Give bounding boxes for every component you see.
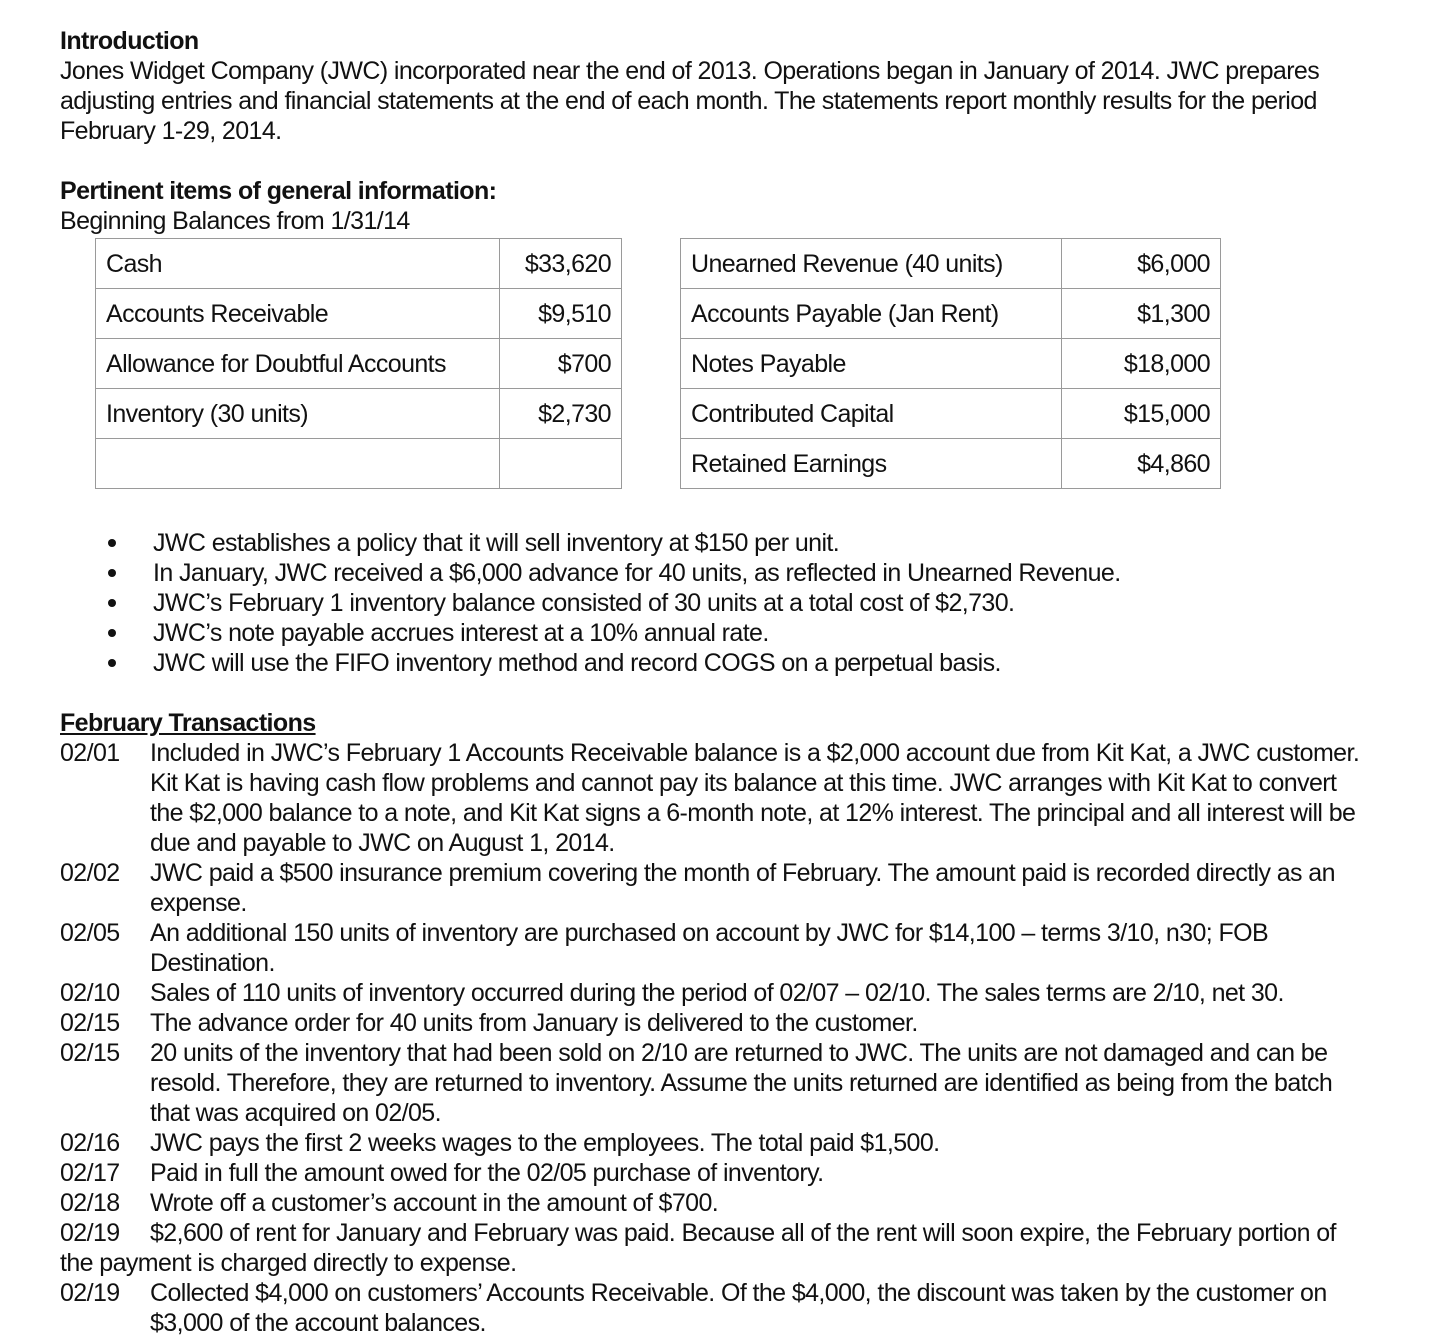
balance-value: $700 (500, 339, 622, 389)
balance-row (681, 289, 1221, 339)
balances-table-right (680, 238, 1221, 489)
balances-subheading: Beginning Balances from 1/31/14 (60, 207, 410, 235)
balance-value: $9,510 (500, 289, 622, 339)
bullet-item: JWC’s February 1 inventory balance consisted of 30 units at a total cost of $2,730. (105, 588, 1121, 618)
transaction-text: The advance order for 40 units from January is delivered to the customer. (150, 1009, 918, 1037)
transaction-row (60, 978, 1360, 1008)
transaction-date: 02/05 (60, 919, 120, 947)
balance-label: Accounts Receivable (96, 289, 500, 339)
transaction-date: 02/16 (60, 1129, 120, 1157)
balance-label: Notes Payable (681, 339, 1062, 389)
balance-label: Contributed Capital (681, 389, 1062, 439)
transaction-row (60, 1278, 1360, 1338)
balance-row (96, 339, 622, 389)
bullet-item: JWC’s note payable accrues interest at a 10% annual rate. (105, 618, 1121, 648)
balances-table-left (95, 238, 622, 489)
balance-row (96, 289, 622, 339)
transaction-row (60, 738, 1360, 858)
intro-heading: Introduction (60, 27, 199, 55)
transaction-text: Collected $4,000 on customers’ Accounts Receivable. Of the $4,000, the discount was taken by the customer on $3,000 of the account balances. (150, 1279, 1327, 1337)
transaction-row (60, 858, 1360, 918)
balance-value (500, 439, 622, 489)
transaction-date: 02/17 (60, 1159, 120, 1187)
bullet-item: In January, JWC received a $6,000 advance for 40 units, as reflected in Unearned Revenue. (105, 558, 1121, 588)
transaction-date: 02/18 (60, 1189, 120, 1217)
transaction-text: $2,600 of rent for January and February was paid. Because all of the rent will soon expire, the February portion of the payment is charged directly to expense. (60, 1219, 1336, 1277)
balance-value: $6,000 (1062, 239, 1221, 289)
transaction-row (60, 918, 1360, 978)
transaction-text: An additional 150 units of inventory are purchased on account by JWC for $14,100 – terms 3/10, n30; FOB Destination. (150, 919, 1269, 977)
balance-row (681, 439, 1221, 489)
balance-value: $33,620 (500, 239, 622, 289)
balance-row (681, 239, 1221, 289)
transaction-text: JWC paid a $500 insurance premium covering the month of February. The amount paid is recorded directly as an expense. (150, 859, 1335, 917)
balance-row (681, 339, 1221, 389)
transaction-text: Included in JWC’s February 1 Accounts Receivable balance is a $2,000 account due from Kit Kat, a JWC customer. Kit Kat is having cash flow problems and cannot pay its balance at this time. JWC arranges with Kit Kat to convert the $2,000 balance to a note, and Kit Kat signs a 6-month note, at 12% interest. The principal and all interest will be due and payable to JWC on August 1, 2014. (150, 739, 1360, 857)
transaction-row (60, 1128, 1360, 1158)
bullet-item: JWC will use the FIFO inventory method and record COGS on a perpetual basis. (105, 648, 1121, 678)
balance-value: $15,000 (1062, 389, 1221, 439)
transaction-date: 02/10 (60, 979, 120, 1007)
balance-label: Unearned Revenue (40 units) (681, 239, 1062, 289)
balance-value: $1,300 (1062, 289, 1221, 339)
transaction-text: JWC pays the first 2 weeks wages to the employees. The total paid $1,500. (150, 1129, 940, 1157)
bullet-item: JWC establishes a policy that it will sell inventory at $150 per unit. (105, 528, 1121, 558)
balance-row (681, 389, 1221, 439)
balance-row (96, 439, 622, 489)
balance-label: Inventory (30 units) (96, 389, 500, 439)
balance-row (96, 239, 622, 289)
intro-text: Jones Widget Company (JWC) incorporated near the end of 2013. Operations began in January of 2014. JWC prepares adjusting entries and financial statements at the end of each month. The statements report monthly results for the period February 1-29, 2014. (60, 57, 1320, 145)
balance-value: $2,730 (500, 389, 622, 439)
transaction-row (60, 1158, 1360, 1188)
transaction-row (60, 1008, 1360, 1038)
general-heading: Pertinent items of general information: (60, 177, 497, 205)
transaction-date: 02/02 (60, 859, 120, 887)
transaction-date: 02/01 (60, 739, 120, 767)
transaction-date: 02/19 (60, 1219, 120, 1247)
balance-value: $4,860 (1062, 439, 1221, 489)
transaction-row (60, 1218, 1360, 1278)
transaction-date: 02/19 (60, 1279, 120, 1307)
transaction-date: 02/15 (60, 1009, 120, 1037)
transaction-row (60, 1188, 1360, 1218)
transaction-date: 02/15 (60, 1039, 120, 1067)
balance-label: Accounts Payable (Jan Rent) (681, 289, 1062, 339)
transaction-text: 20 units of the inventory that had been sold on 2/10 are returned to JWC. The units are not damaged and can be resold. Therefore, they are returned to inventory. Assume the units returned are identified as being from the batch that was acquired on 02/05. (150, 1039, 1333, 1127)
transaction-text: Wrote off a customer’s account in the amount of $700. (150, 1189, 719, 1217)
transaction-text: Paid in full the amount owed for the 02/05 purchase of inventory. (150, 1159, 824, 1187)
transaction-text: Sales of 110 units of inventory occurred during the period of 02/07 – 02/10. The sales terms are 2/10, net 30. (150, 979, 1284, 1007)
transactions-heading: February Transactions (60, 709, 316, 737)
balance-label (96, 439, 500, 489)
policy-bullet-list (105, 528, 1121, 678)
balance-value: $18,000 (1062, 339, 1221, 389)
balance-label: Retained Earnings (681, 439, 1062, 489)
transaction-row (60, 1038, 1360, 1128)
balance-label: Cash (96, 239, 500, 289)
balance-label: Allowance for Doubtful Accounts (96, 339, 500, 389)
balance-row (96, 389, 622, 439)
